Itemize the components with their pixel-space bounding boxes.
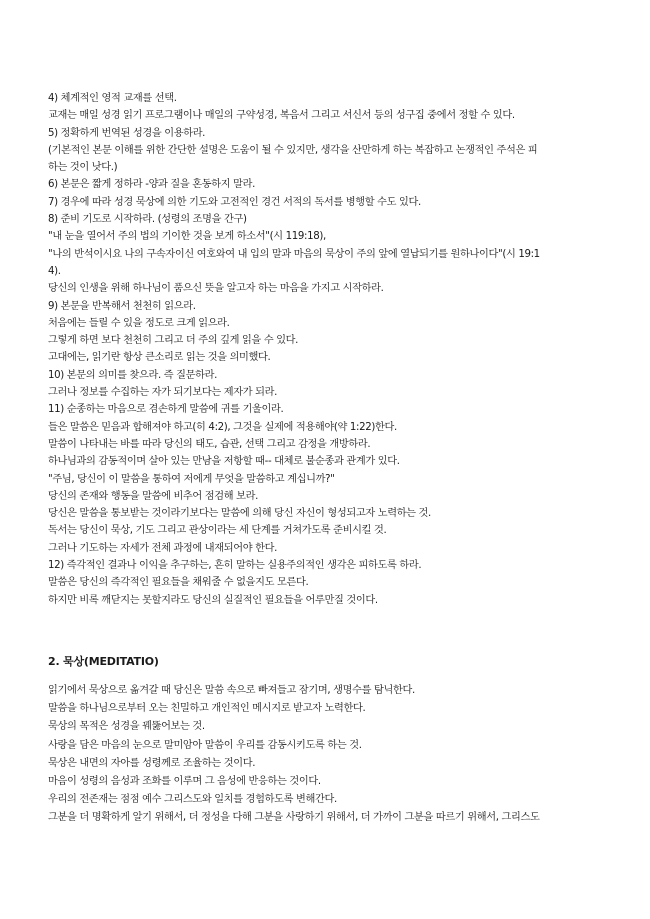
text-line: 12) 즉각적인 결과나 이익을 추구하는, 흔히 말하는 실용주의적인 생각은 피하도록 하라. <box>48 560 422 572</box>
text-line: 그분을 더 명확하게 알기 위해서, 더 정성을 다해 그분을 사랑하기 위해서, 더 가까이 그분을 따르기 위해서, 그리스도 <box>48 812 540 824</box>
text-line: 4). <box>48 265 61 277</box>
text-line: 처음에는 들릴 수 있을 정도로 크게 읽으라. <box>48 317 230 329</box>
text-line: 하는 것이 낫다.) <box>48 162 118 174</box>
text-line: "나의 반석이시요 나의 구속자이신 여호와여 내 입의 말과 마음의 묵상이 주의 앞에 열납되기를 원하나이다"(시 19:1 <box>48 248 540 260</box>
text-line: 당신의 존재와 행동을 말씀에 비추어 점검해 보라. <box>48 490 259 502</box>
text-line: 9) 본문을 반복해서 천천히 읽으라. <box>48 300 196 312</box>
section1-body <box>48 90 608 609</box>
text-line: 5) 정확하게 번역된 성경을 이용하라. <box>48 127 206 139</box>
text-line: 묵상은 내면의 자아를 성령께로 조율하는 것이다. <box>48 757 256 769</box>
text-line: 그렇게 하면 보다 천천히 그리고 더 주의 깊게 읽을 수 있다. <box>48 335 299 347</box>
text-line: 말씀은 당신의 즉각적인 필요들을 채워줄 수 없을지도 모른다. <box>48 577 309 589</box>
text-line: 말씀이 나타내는 바를 따라 당신의 태도, 습관, 선택 그리고 감정을 개방하라. <box>48 438 371 450</box>
text-line: 11) 순종하는 마음으로 겸손하게 말씀에 귀를 기울이라. <box>48 404 284 416</box>
text-line: 당신은 말씀을 통보받는 것이라기보다는 말씀에 의해 당신 자신이 형성되고자 노력하는 것. <box>48 508 431 520</box>
text-line: 6) 본문은 짧게 정하라 -양과 질을 혼동하지 말라. <box>48 179 256 191</box>
text-line: 독서는 당신이 묵상, 기도 그리고 관상이라는 세 단계를 거쳐가도록 준비시킬 것. <box>48 525 387 537</box>
text-line: 4) 체계적인 영적 교재를 선택. <box>48 93 177 104</box>
text-line: "주님, 당신이 이 말씀을 통하여 저에게 무엇을 말씀하고 계십니까?" <box>48 473 335 485</box>
text-line: 하지만 비록 깨닫지는 못할지라도 당신의 실질적인 필요들을 어루만질 것이다. <box>48 594 378 606</box>
text-line: 그러나 정보를 수집하는 자가 되기보다는 제자가 되라. <box>48 387 278 399</box>
text-line: "내 눈을 열어서 주의 법의 기이한 것을 보게 하소서"(시 119:18), <box>48 231 326 243</box>
text-line: 하나님과의 감동적이며 살아 있는 만남을 저항할 때-- 대체로 불순종과 관계가 있다. <box>48 456 400 468</box>
section2-body <box>48 682 608 828</box>
text-line: 교재는 매일 성경 읽기 프로그램이나 매일의 구약성경, 복음서 그리고 서신서 등의 성구집 중에서 정할 수 있다. <box>48 110 515 122</box>
text-line: 당신의 인생을 위해 하나님이 품으신 뜻을 알고자 하는 마음을 가지고 시작하라. <box>48 283 384 295</box>
text-line: 사랑을 담은 마음의 눈으로 말미암아 말씀이 우리를 감동시키도록 하는 것. <box>48 739 362 751</box>
text-line: 말씀을 하나님으로부터 오는 친밀하고 개인적인 메시지로 받고자 노력한다. <box>48 703 366 715</box>
section2-heading: 2. 묵상(MEDITATIO) <box>48 655 159 668</box>
text-line: 고대에는, 읽기란 항상 큰소리로 읽는 것을 의미했다. <box>48 352 271 364</box>
text-line: 묵상의 목적은 성경을 꿰뚫어보는 것. <box>48 721 205 733</box>
text-line: 10) 본문의 의미를 찾으라. 즉 질문하라. <box>48 369 217 381</box>
text-line: 그러나 기도하는 자세가 전체 과정에 내재되어야 한다. <box>48 542 278 554</box>
text-line: 우리의 전존재는 점점 예수 그리스도와 일치를 경험하도록 변해간다. <box>48 794 337 806</box>
text-line: 들은 말씀은 믿음과 합해져야 하고(히 4:2), 그것을 실제에 적용해야(약 1:22)한다. <box>48 421 397 433</box>
text-line: 마음이 성령의 음성과 조화를 이루며 그 음성에 반응하는 것이다. <box>48 775 321 787</box>
text-line: 읽기에서 묵상으로 옮겨갈 때 당신은 말씀 속으로 빠져들고 잠기며, 생명수를 탐닉한다. <box>48 685 415 696</box>
text-line: 8) 준비 기도로 시작하라. (성령의 조명을 간구) <box>48 214 247 226</box>
text-line: 7) 경우에 따라 성경 묵상에 의한 기도와 고전적인 경건 서적의 독서를 병행할 수도 있다. <box>48 196 421 208</box>
text-line: (기본적인 본문 이해를 위한 간단한 설명은 도움이 될 수 있지만, 생각을 산만하게 하는 복잡하고 논쟁적인 주석은 피 <box>48 144 538 156</box>
